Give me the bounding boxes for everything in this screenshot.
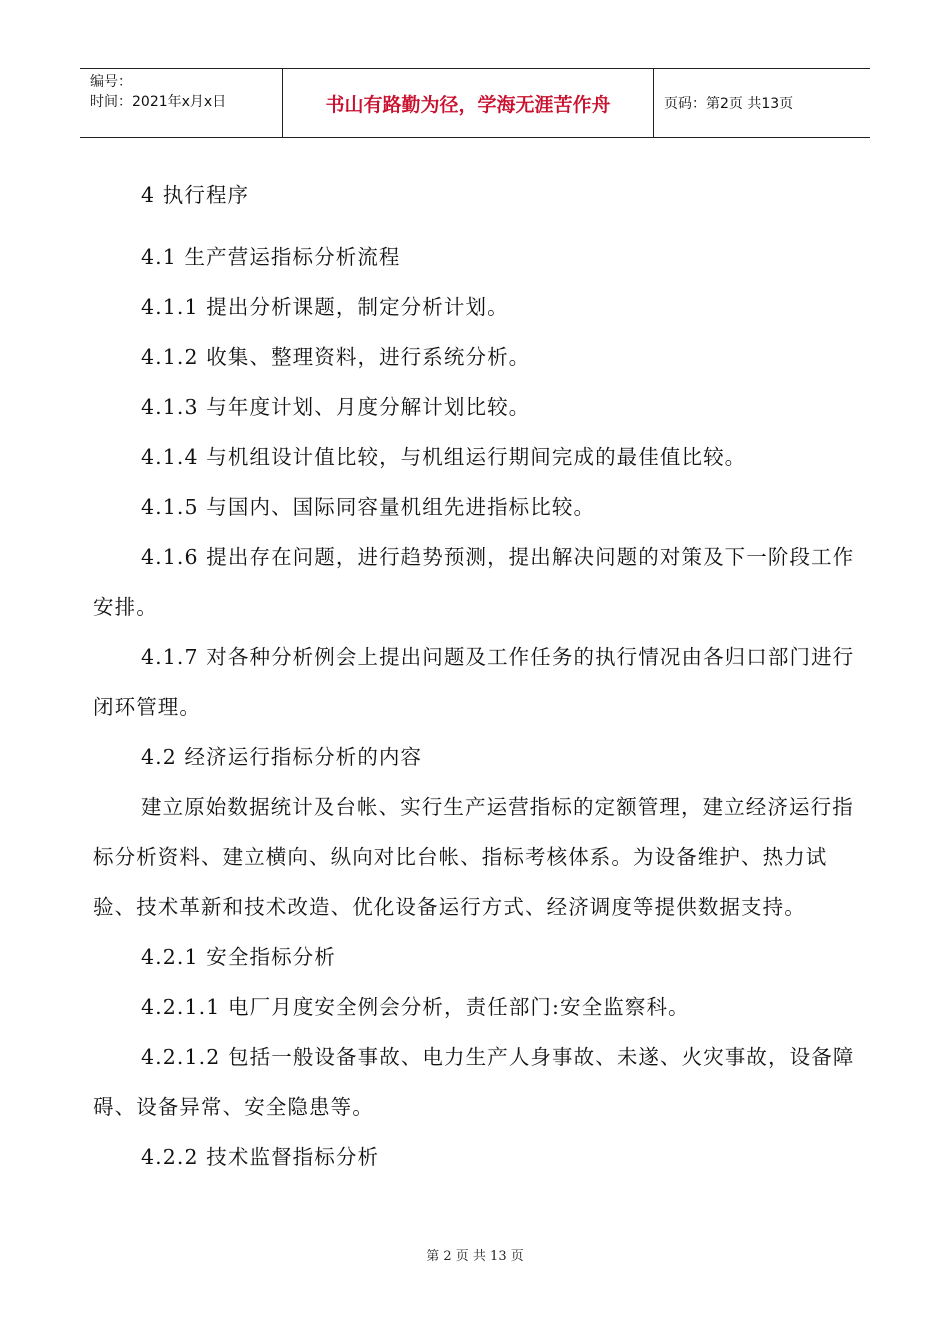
section-heading-4-2-2: 4.2.2 技术监督指标分析 bbox=[141, 1145, 380, 1169]
section-heading-4-2-1: 4.2.1 安全指标分析 bbox=[141, 945, 336, 969]
document-date-label: 时间：2021年x月x日 bbox=[90, 94, 227, 110]
section-heading-4: 4 执行程序 bbox=[141, 183, 250, 207]
header-page-number: 页码：第2页 共13页 bbox=[664, 96, 794, 112]
item-4-1-5: 4.1.5 与国内、国际同容量机组先进指标比较。 bbox=[141, 495, 596, 519]
document-number-label: 编号： bbox=[90, 74, 132, 90]
document-header bbox=[80, 68, 870, 138]
item-4-1-1: 4.1.1 提出分析课题，制定分析计划。 bbox=[141, 295, 509, 319]
header-motto: 书山有路勤为径，学海无涯苦作舟 bbox=[282, 69, 654, 137]
item-4-1-2: 4.1.2 收集、整理资料，进行系统分析。 bbox=[141, 345, 531, 369]
section-heading-4-2: 4.2 经济运行指标分析的内容 bbox=[141, 745, 423, 769]
document-body bbox=[93, 170, 863, 1182]
header-meta bbox=[80, 69, 282, 137]
page-footer: 第 2 页 共 13 页 bbox=[426, 1249, 524, 1264]
item-4-1-4: 4.1.4 与机组设计值比较，与机组运行期间完成的最佳值比较。 bbox=[141, 445, 747, 469]
item-4-1-6: 4.1.6 提出存在问题，进行趋势预测，提出解决问题的对策及下一阶段工作安排。 bbox=[93, 545, 855, 619]
section-heading-4-1: 4.1 生产营运指标分析流程 bbox=[141, 245, 401, 269]
item-4-2-1-1: 4.2.1.1 电厂月度安全例会分析，责任部门:安全监察科。 bbox=[141, 995, 690, 1019]
paragraph-4-2-body: 建立原始数据统计及台帐、实行生产运营指标的定额管理，建立经济运行指标分析资料、建立横向、纵向对比台帐、指标考核体系。为设备维护、热力试验、技术革新和技术改造、优化设备运行方式、经济调度等提供数据支持。 bbox=[93, 795, 854, 919]
item-4-1-3: 4.1.3 与年度计划、月度分解计划比较。 bbox=[141, 395, 531, 419]
item-4-1-7: 4.1.7 对各种分析例会上提出问题及工作任务的执行情况由各归口部门进行闭环管理。 bbox=[93, 645, 855, 719]
item-4-2-1-2: 4.2.1.2 包括一般设备事故、电力生产人身事故、未遂、火灾事故，设备障碍、设备异常、安全隐患等。 bbox=[93, 1045, 855, 1119]
